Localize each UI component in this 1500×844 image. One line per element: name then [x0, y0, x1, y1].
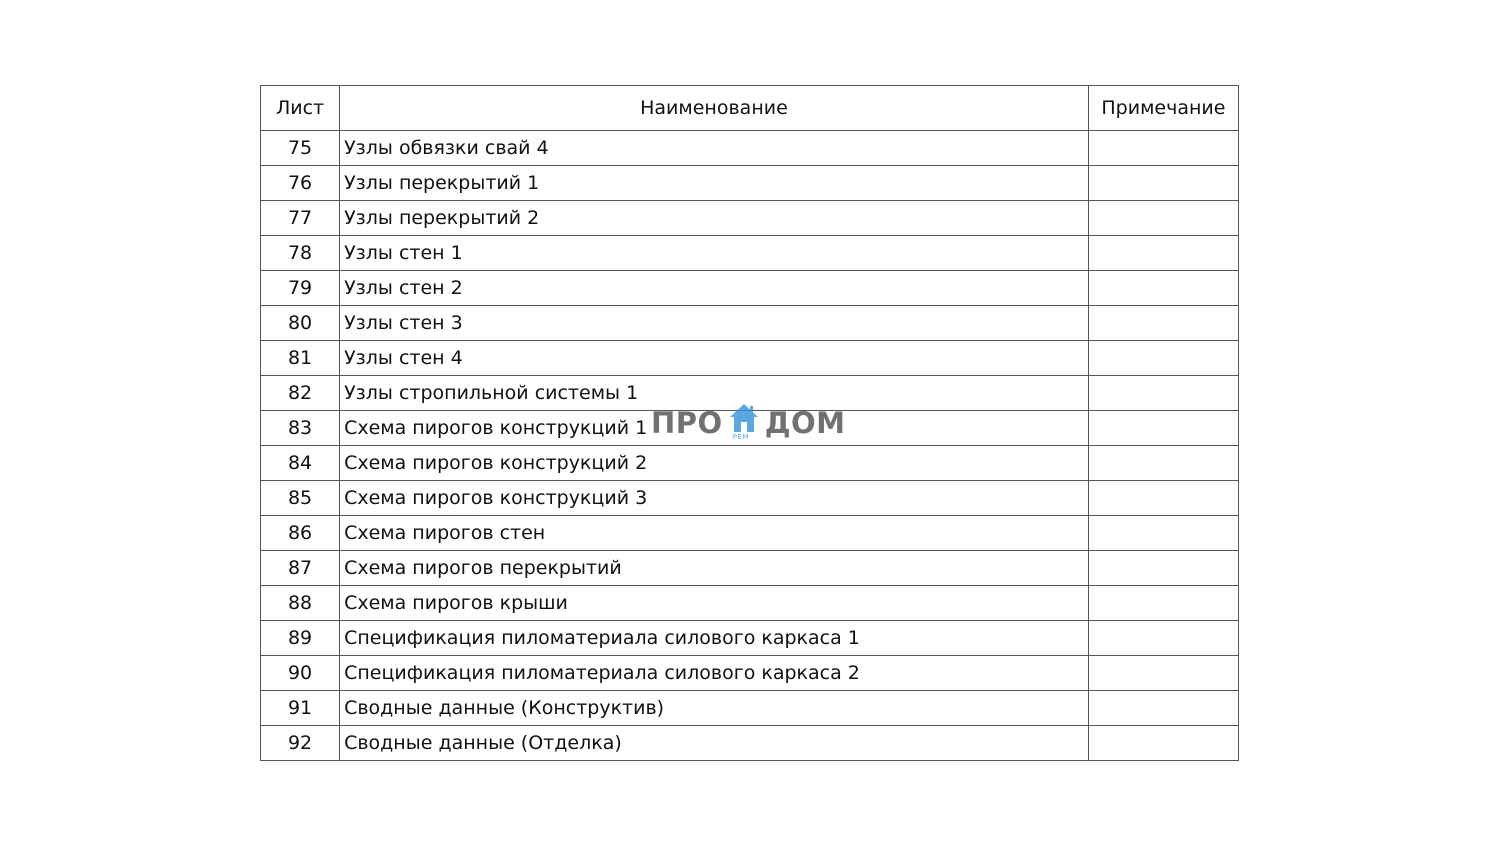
sheet-note-cell	[1088, 446, 1238, 481]
table-row	[261, 621, 1239, 656]
sheet-name-cell: Схема пирогов перекрытий	[340, 551, 1089, 586]
sheet-note-cell	[1088, 271, 1238, 306]
sheet-number-cell: 88	[261, 586, 340, 621]
table-row	[261, 691, 1239, 726]
sheet-note-cell	[1088, 166, 1238, 201]
sheet-name-cell: Узлы перекрытий 1	[340, 166, 1089, 201]
sheet-name-cell: Схема пирогов конструкций 3	[340, 481, 1089, 516]
sheet-name-cell: Схема пирогов крыши	[340, 586, 1089, 621]
sheet-note-cell	[1088, 551, 1238, 586]
sheet-number-cell: 81	[261, 341, 340, 376]
header-sheet: Лист	[261, 86, 340, 131]
table-row	[261, 306, 1239, 341]
sheet-name-cell: Узлы обвязки свай 4	[340, 131, 1089, 166]
table-row	[261, 726, 1239, 761]
sheet-name-cell: Узлы перекрытий 2	[340, 201, 1089, 236]
sheet-name-cell: Спецификация пиломатериала силового каркаса 1	[340, 621, 1089, 656]
sheet-number-cell: 90	[261, 656, 340, 691]
sheet-name-cell: Схема пирогов стен	[340, 516, 1089, 551]
table-row	[261, 516, 1239, 551]
table-row	[261, 481, 1239, 516]
watermark-right-text: ДОМ	[764, 406, 846, 440]
sheet-note-cell	[1088, 411, 1238, 446]
sheet-note-cell	[1088, 621, 1238, 656]
table-row	[261, 166, 1239, 201]
table-row	[261, 586, 1239, 621]
header-name: Наименование	[340, 86, 1089, 131]
sheet-number-cell: 77	[261, 201, 340, 236]
sheet-number-cell: 89	[261, 621, 340, 656]
sheet-name-cell: Спецификация пиломатериала силового каркаса 2	[340, 656, 1089, 691]
header-note: Примечание	[1088, 86, 1238, 131]
drawing-list-table	[260, 85, 1239, 761]
table-header-row	[261, 86, 1239, 131]
sheet-name-cell: Узлы стен 1	[340, 236, 1089, 271]
sheet-name-cell: Узлы стен 3	[340, 306, 1089, 341]
table-body	[261, 131, 1239, 761]
table-row	[261, 341, 1239, 376]
sheet-name-cell: Сводные данные (Конструктив)	[340, 691, 1089, 726]
table-row	[261, 551, 1239, 586]
table-row	[261, 271, 1239, 306]
sheet-number-cell: 85	[261, 481, 340, 516]
table-row	[261, 411, 1239, 446]
sheet-name-cell: Сводные данные (Отделка)	[340, 726, 1089, 761]
sheet-number-cell: 80	[261, 306, 340, 341]
sheet-note-cell	[1088, 306, 1238, 341]
sheet-note-cell	[1088, 586, 1238, 621]
sheet-number-cell: 76	[261, 166, 340, 201]
sheet-number-cell: 86	[261, 516, 340, 551]
sheet-number-cell: 79	[261, 271, 340, 306]
sheet-note-cell	[1088, 656, 1238, 691]
sheet-note-cell	[1088, 131, 1238, 166]
sheet-number-cell: 84	[261, 446, 340, 481]
sheet-note-cell	[1088, 481, 1238, 516]
sheet-number-cell: 75	[261, 131, 340, 166]
sheet-name-cell: Узлы стен 2	[340, 271, 1089, 306]
sheet-name-cell: Узлы стен 4	[340, 341, 1089, 376]
watermark-sub-text: РЕМ	[732, 433, 749, 441]
table-row	[261, 236, 1239, 271]
sheet-number-cell: 78	[261, 236, 340, 271]
sheet-number-cell: 82	[261, 376, 340, 411]
sheet-note-cell	[1088, 341, 1238, 376]
sheet-name-cell: Узлы стропильной системы 1	[340, 376, 1089, 411]
sheet-number-cell: 87	[261, 551, 340, 586]
table-row	[261, 376, 1239, 411]
sheet-note-cell	[1088, 726, 1238, 761]
sheet-number-cell: 83	[261, 411, 340, 446]
sheet-note-cell	[1088, 201, 1238, 236]
sheet-number-cell: 92	[261, 726, 340, 761]
sheet-note-cell	[1088, 691, 1238, 726]
sheet-note-cell	[1088, 516, 1238, 551]
sheet-note-cell	[1088, 236, 1238, 271]
sheet-note-cell	[1088, 376, 1238, 411]
table-row	[261, 656, 1239, 691]
sheet-number-cell: 91	[261, 691, 340, 726]
sheet-name-cell: Схема пирогов конструкций 1	[340, 411, 1089, 446]
watermark-left-text: ПРО	[651, 406, 723, 440]
sheet-name-cell: Схема пирогов конструкций 2	[340, 446, 1089, 481]
table-row	[261, 131, 1239, 166]
table-row	[261, 446, 1239, 481]
table-row	[261, 201, 1239, 236]
